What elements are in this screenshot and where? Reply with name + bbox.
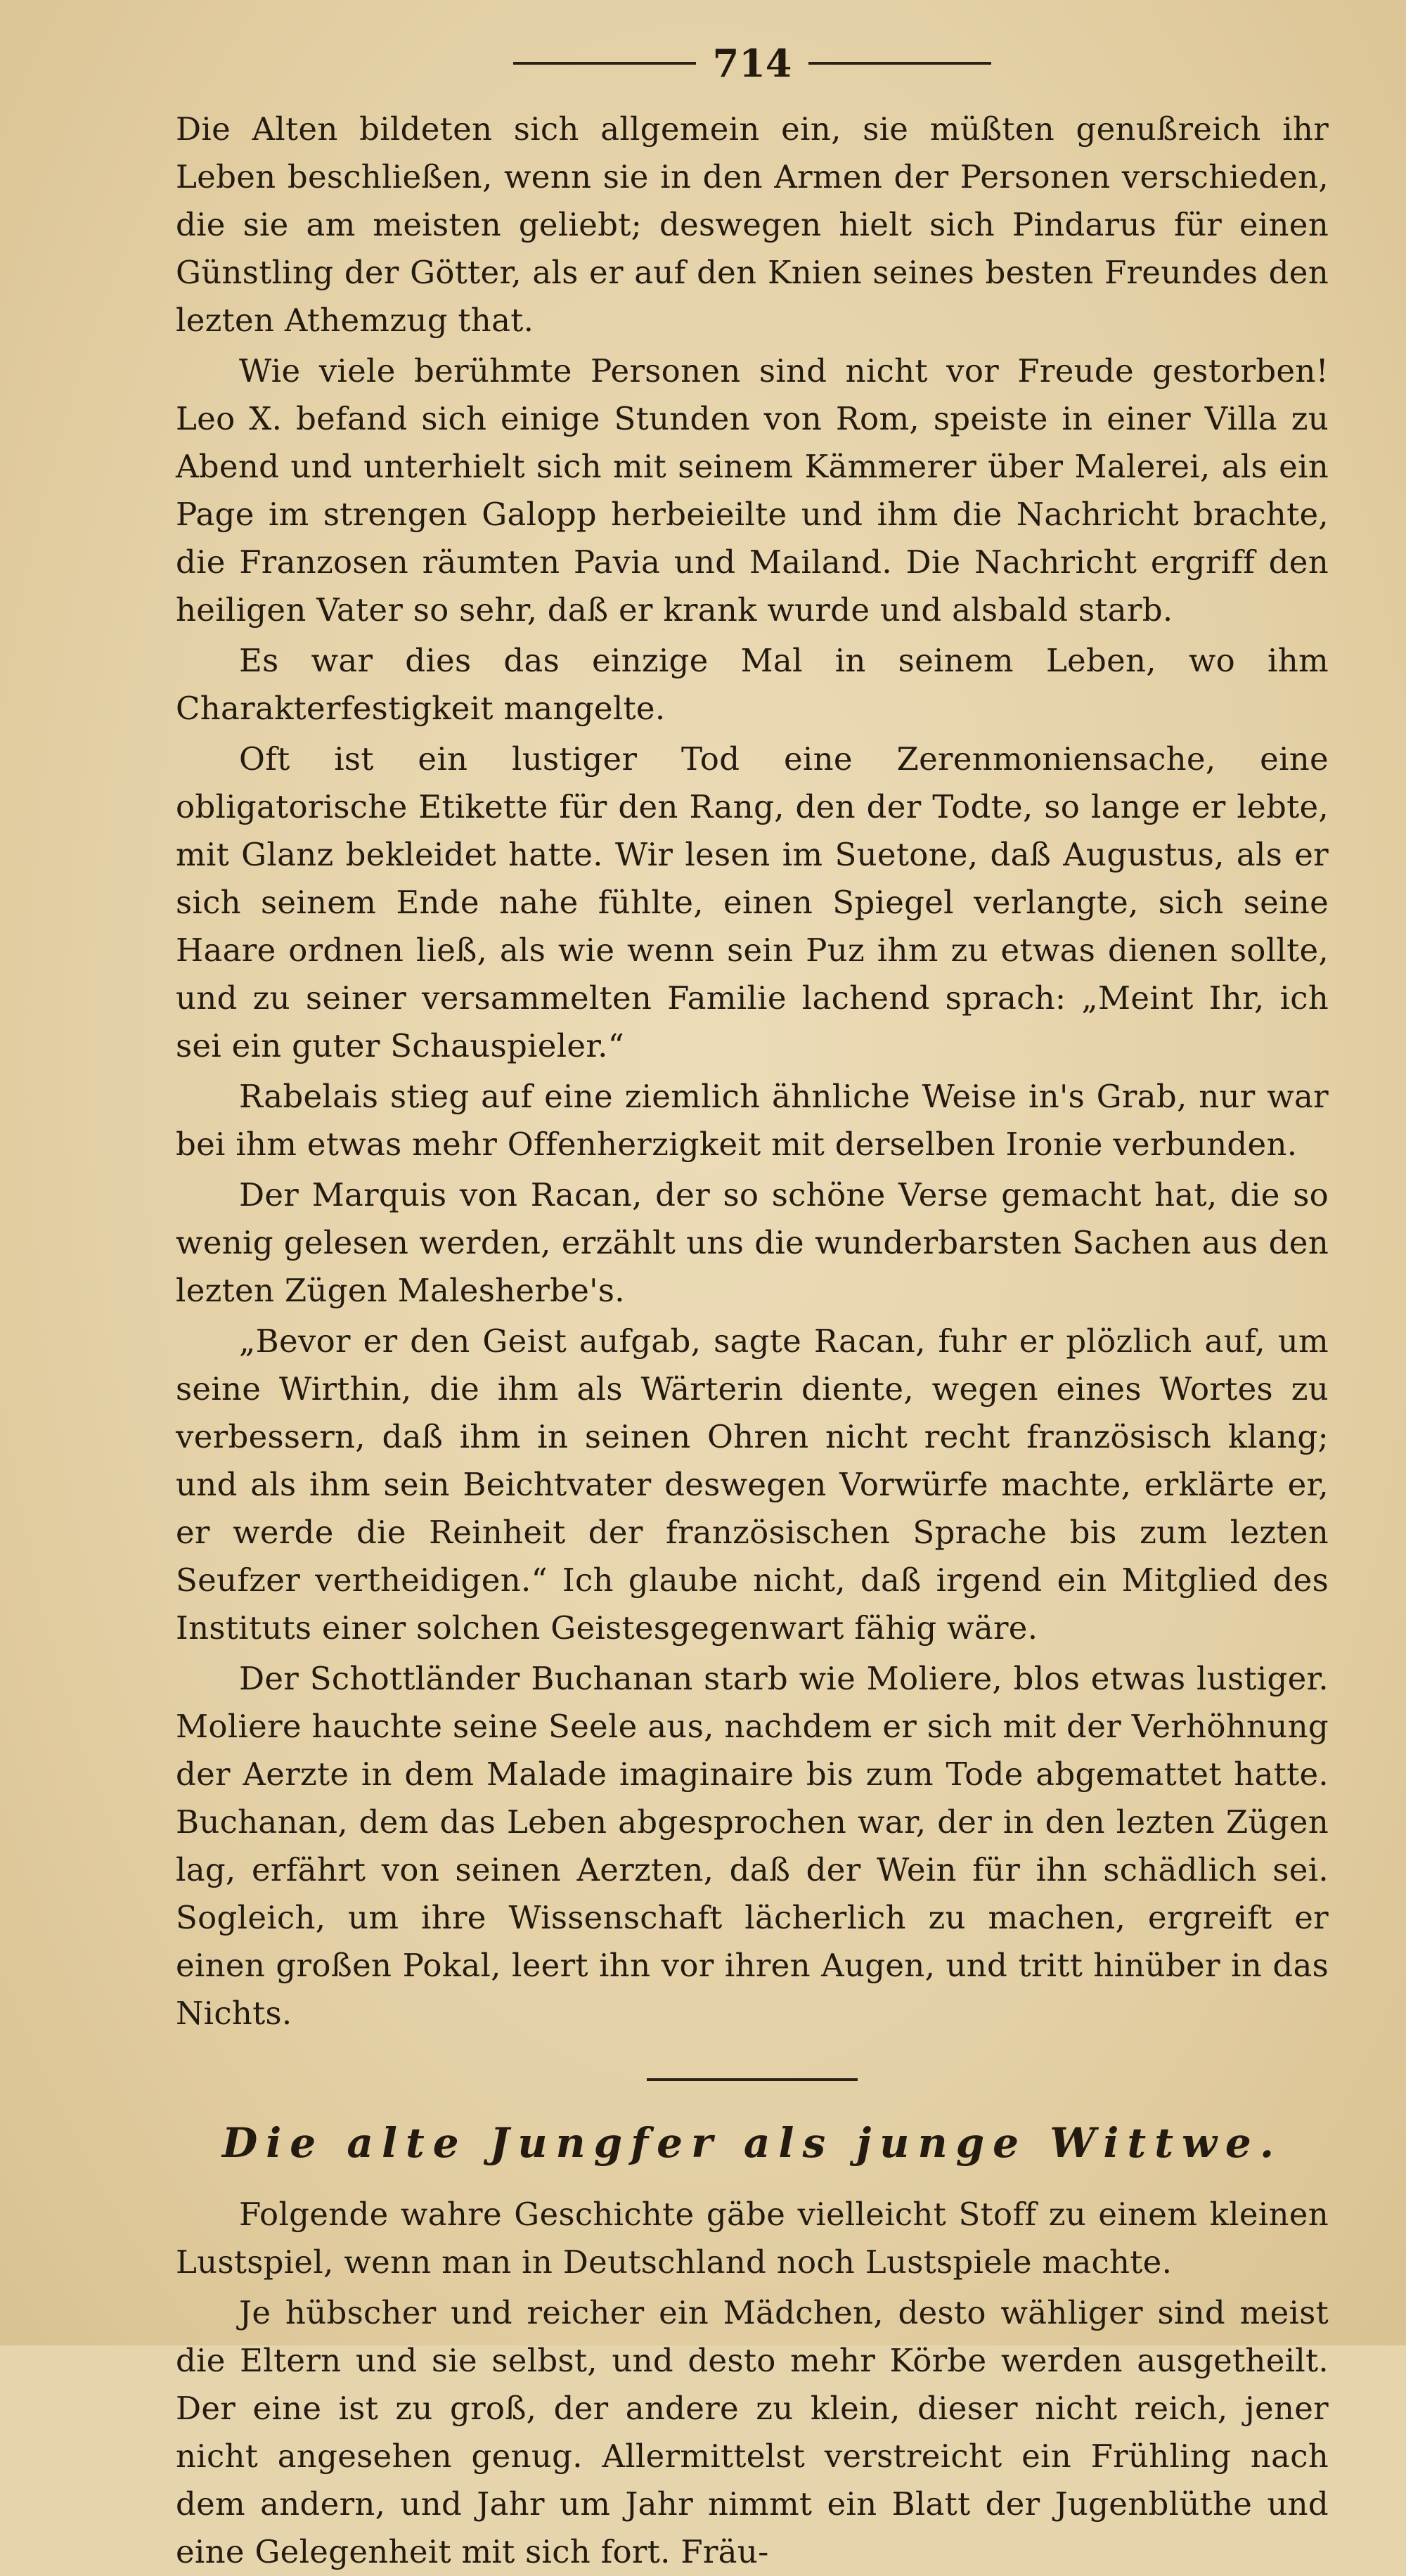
paragraph: Die Alten bildeten sich allgemein ein, sie müßten genußreich ihr Leben beschließen, wenn sie in den Armen der Personen verschieden, die sie am meisten geliebt; deswegen hielt sich Pindarus für einen Günstling der Götter, als er auf den Knien seines besten Freundes den lezten Athemzug that. bbox=[176, 110, 1329, 339]
section-divider bbox=[647, 2078, 858, 2081]
paragraph: Der Schottländer Buchanan starb wie Moliere, blos etwas lustiger. Moliere hauchte seine Seele aus, nachdem er sich mit der Verhöhnung der Aerzte in dem Malade imaginaire bis zum Tode abgemattet hatte. Buchanan, dem das Leben abgesprochen war, der in den lezten Zügen lag, erfährt von seinen Aerzten, daß der Wein für ihn schädlich sei. Sogleich, um ihre Wissenschaft lächerlich zu machen, ergreift er einen großen Pokal, leert ihn vor ihren Augen, und tritt hinüber in das Nichts. bbox=[176, 1660, 1329, 2032]
page-header bbox=[176, 42, 1329, 84]
section-one bbox=[176, 105, 1329, 2037]
header-rule-left bbox=[513, 62, 696, 65]
paragraph: Wie viele berühmte Personen sind nicht vor Freude gestorben! Leo X. befand sich einige Stunden von Rom, speiste in einer Villa zu Abend und unterhielt sich mit seinem Kämmerer über Malerei, als ein Page im strengen Galopp herbeieilte und ihm die Nachricht brachte, die Franzosen räumten Pavia und Mailand. Die Nachricht ergriff den heiligen Vater so sehr, daß er krank wurde und alsbald starb. bbox=[176, 352, 1329, 629]
section-title: Die alte Jungfer als junge Wittwe. bbox=[221, 2119, 1283, 2167]
paragraph: Je hübscher und reicher ein Mädchen, desto wähliger sind meist die Eltern und sie selbst, und desto mehr Körbe werden ausgetheilt. Der eine ist zu groß, der andere zu klein, dieser nicht reich, jener nicht angesehen genug. Allermittelst verstreicht ein Frühling nach dem andern, und Jahr um Jahr nimmt ein Blatt der Jugenblüthe und eine Gelegenheit mit sich fort. Fräu- bbox=[176, 2294, 1329, 2570]
paragraph: Folgende wahre Geschichte gäbe vielleicht Stoff zu einem kleinen Lustspiel, wenn man in Deutschland noch Lustspiele machte. bbox=[176, 2196, 1329, 2281]
paragraph: „Bevor er den Geist aufgab, sagte Racan, fuhr er plözlich auf, um seine Wirthin, die ihm als Wärterin diente, wegen eines Wortes zu verbessern, daß ihm in seinen Ohren nicht recht französisch klang; und als ihm sein Beichtvater deswegen Vorwürfe machte, erklärte er, er werde die Reinheit der französischen Sprache bis zum lezten Seufzer vertheidigen.“ Ich glaube nicht, daß irgend ein Mitglied des Instituts einer solchen Geistesgegenwart fähig wäre. bbox=[176, 1322, 1329, 1647]
paragraph: Der Marquis von Racan, der so schöne Verse gemacht hat, die so wenig gelesen werden, erzählt uns die wunderbarsten Sachen aus den lezten Zügen Malesherbe's. bbox=[176, 1176, 1329, 1309]
paragraph: Oft ist ein lustiger Tod eine Zerenmoniensache, eine obligatorische Etikette für den Rang, den der Todte, so lange er lebte, mit Glanz bekleidet hatte. Wir lesen im Suetone, daß Augustus, als er sich seinem Ende nahe fühlte, einen Spiegel verlangte, sich seine Haare ordnen ließ, als wie wenn sein Puz ihm zu etwas dienen sollte, und zu seiner versammelten Familie lachend sprach: „Meint Ihr, ich sei ein guter Schauspieler.“ bbox=[176, 740, 1329, 1064]
header-rule-right bbox=[808, 62, 991, 65]
paragraph: Rabelais stieg auf eine ziemlich ähnliche Weise in's Grab, nur war bei ihm etwas mehr Offenherzigkeit mit derselben Ironie verbunden. bbox=[176, 1078, 1329, 1163]
page-number: 714 bbox=[712, 41, 792, 86]
section-two bbox=[176, 2115, 1329, 2576]
paragraph: Es war dies das einzige Mal in seinem Leben, wo ihm Charakterfestigkeit mangelte. bbox=[176, 642, 1329, 727]
